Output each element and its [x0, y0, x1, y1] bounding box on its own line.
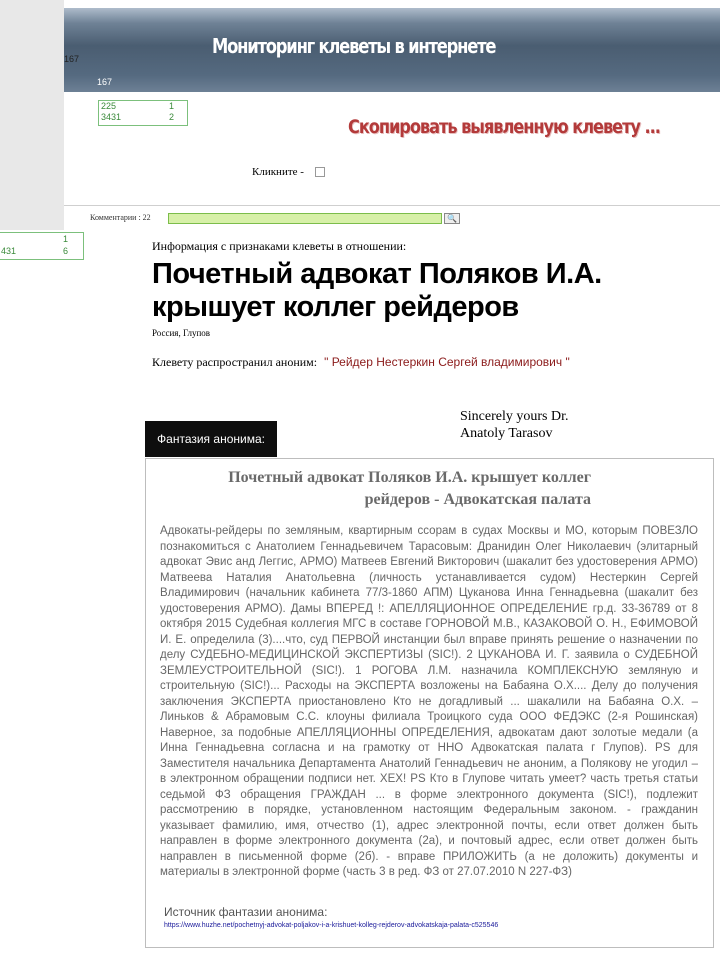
spread-row — [152, 355, 570, 370]
stats-count: 1 — [169, 101, 175, 111]
click-label: Кликните - — [252, 166, 304, 178]
visit-counter: 167 — [64, 54, 80, 64]
headline-line: Почетный адвокат Поляков И.А. — [152, 258, 602, 290]
click-row — [252, 166, 325, 178]
source-label: Источник фантазии анонима: — [164, 905, 328, 919]
stats-count: 6 — [63, 246, 69, 256]
visit-counter-secondary: 167 — [97, 77, 113, 87]
stats-value: 431 — [1, 246, 17, 256]
copy-slander-link[interactable]: Скопировать выявленную клевету ... — [348, 116, 660, 138]
article-title: Почетный адвокат Поляков И.А. крышует коллег рейдеров - Адвокатская палата — [228, 469, 591, 508]
divider — [64, 205, 720, 206]
left-gutter — [0, 0, 64, 230]
stats-widget — [98, 100, 188, 126]
side-stats-widget — [0, 232, 84, 260]
stats-row — [0, 233, 83, 245]
stats-value: 225 — [101, 101, 117, 111]
stats-value: 3431 — [101, 112, 122, 122]
page-headline — [152, 258, 672, 324]
comment-input[interactable] — [168, 213, 442, 224]
stats-row — [0, 245, 83, 257]
site-title: Мониторинг клеветы в интернете — [212, 34, 496, 58]
stats-row — [99, 101, 187, 112]
spreader-name[interactable]: " Рейдер Нестеркин Сергей владимирович " — [324, 355, 570, 369]
stats-count: 1 — [63, 234, 69, 244]
article-body: Адвокаты-рейдеры по земляным, квартирным ссорам в судах Москвы и МО, которым ПОВЕЗЛО познакомиться с Анатолием Геннадьевичем Тарасовым: Дранидин Олег Николаевич (элитарный адвокат Эвис анд Леггис, АРМО) Матвеев Евгений Викторович (шакалит без удостоверения АРМО) Матвеева Наталия Анатольевна (личность устанавливается судом) Нестеркин Сергей Владимирович (начальник кабинета 77/3-1860 АПМ) Цуканова Инна Геннадьевна (шакалит без удостоверения АРМО). Дамы ВПЕРЕД !: АПЕЛЛЯЦИОННОЕ ОПРЕДЕЛЕНИЕ гр.д. 33-36789 от 8 октября 2015 Судебная коллегия МГС в составе ГОРНОВОЙ М.В., КАЗАКОВОЙ О. Н., ЕФИМОВОЙ И. Е. определила (3)....что, суд ПЕРВОЙ инстанции был вправе принять решение о назначении по делу СУДЕБНО-МЕДИЦИНСКОЙ ЭКСПЕРТИЗЫ (SIC!). 2 ЦУКАНОВА И. Г. заявила о СУДЕБНОЙ ЗЕМЛЕУСТРОИТЕЛЬНОЙ (SIC!). 1 РОГОВА Л.М. назначила КОМПЛЕКСНУЮ земляную и строительную (SIC!)... Расходы на ЭКСПЕРТА возложены на Бабаяна О.Х.... Делу до получения заключения ЭКСПЕРТА приостановлено Кто не догадливый ... шакалили на Бабаяна О.Х. – Линьков & Абрамовым С.С. клоуны филиала Троицкого суда ООО ФЕДЭКС (2-я Рошинская) Наверное, за подобные АПЕЛЛЯЦИОННЫ ОПРЕДЕЛЕНИЯ, адвокатам дают золотые медали (а Инна Геннадьевна согласна и на грамотку от ННО Адвокатская палата г Глупов). PS для Заместителя начальника Департамента Анатолий Геннадьевич не аноним, а Полякову не угодил – в электронном обращении подписи нет. ХЕХ! PS Кто в Глупове читать умеет? часть третья статьи седьмой ФЗ обращения ГРАЖДАН ... в форме электронного документа (SIC!), подлежит рассмотрению в порядке, установленном настоящим Федеральным законом. - гражданин указывает фамилию, имя, отчество (1), адрес электронной почты, если ответ должен быть направлен в форме электронного документа (2а), и почтовый адрес, если ответ должен быть направлен в письменной форме (2б). - вправе ПРИЛОЖИТЬ (а не доложить) документы и материалы в электронной форме (часть 3 в ред. ФЗ от 27.07.2010 N 227-ФЗ) — [160, 525, 698, 878]
source-link[interactable]: https://www.huzhe.net/pochetnyj-advokat-poljakov-i-a-krishuet-kolleg-rejderov-advokatskaja-palata-c525546 — [164, 922, 499, 929]
spread-label: Клевету распространил аноним: — [152, 355, 318, 369]
magnifier-icon[interactable]: 🔍 — [444, 213, 460, 224]
stats-row — [99, 112, 187, 123]
info-label: Информация с признаками клеветы в отношении: — [152, 239, 407, 253]
signature — [460, 408, 568, 442]
location-label: Россия, Глупов — [152, 328, 211, 338]
headline-line: крышует коллег рейдеров — [152, 291, 519, 323]
tab-anonymous-fantasy[interactable]: Фантазия анонима: — [145, 421, 277, 457]
signature-line: Sincerely yours Dr. — [460, 409, 569, 424]
stats-count: 2 — [169, 112, 175, 122]
site-header — [64, 8, 720, 92]
signature-line: Anatoly Tarasov — [460, 426, 553, 441]
click-checkbox[interactable] — [315, 167, 325, 177]
comments-label: Комментарии : 22 — [90, 213, 151, 222]
content-panel — [145, 458, 714, 948]
